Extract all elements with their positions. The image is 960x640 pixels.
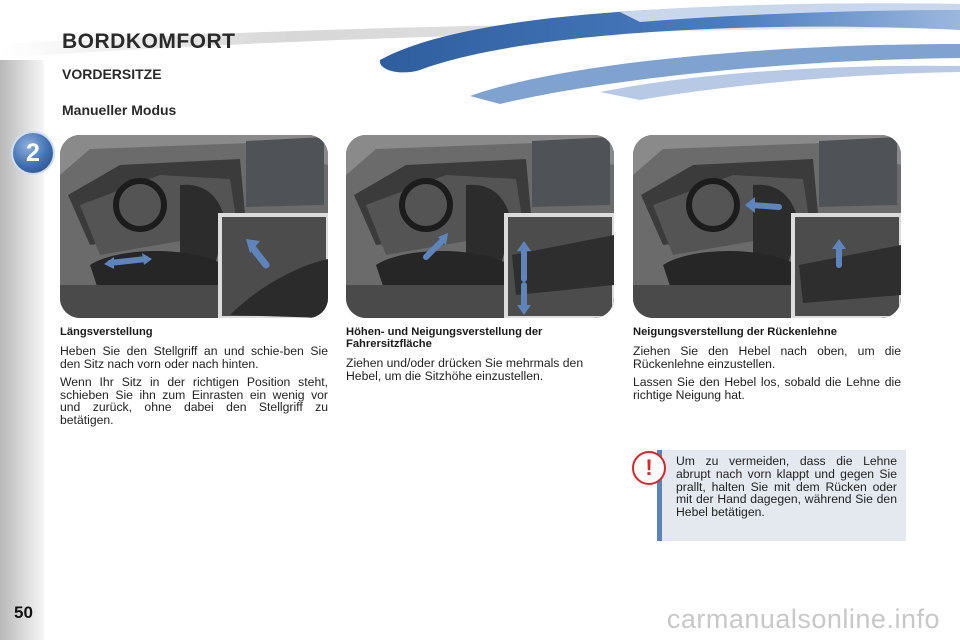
backrest-tilt-illustration bbox=[633, 135, 901, 318]
paragraph: Heben Sie den Stellgriff an und schie-ben Sie den Sitz nach vorn oder nach hinten. bbox=[60, 344, 328, 371]
heading-backrest: Neigungsverstellung der Rückenlehne bbox=[633, 326, 837, 338]
warning-box bbox=[657, 450, 906, 541]
heading-slide: Längsverstellung bbox=[60, 326, 153, 338]
seat-slide-illustration bbox=[60, 135, 328, 318]
warning-icon: ! bbox=[632, 451, 666, 485]
warning-text: Um zu vermeiden, dass die Lehne abrupt nach vorn klappt und gegen Sie prallt, halten Sie mit dem Rücken oder mit der Hand dagegen, während Sie den Hebel betätigen. bbox=[676, 454, 897, 520]
watermark: carmanualsonline.info bbox=[666, 604, 940, 634]
paragraph: Ziehen und/oder drücken Sie mehrmals den Hebel, um die Sitzhöhe einzustellen. bbox=[346, 356, 584, 383]
paragraph: Wenn Ihr Sitz in der richtigen Position steht, schieben Sie ihn zum Einrasten ein wenig vor und zurück, ohne dabei den Stellgriff zu betätigen. bbox=[60, 375, 328, 427]
text-column-backrest bbox=[633, 326, 901, 407]
seat-height-illustration bbox=[346, 135, 614, 318]
subsection-heading: Manueller Modus bbox=[62, 102, 177, 118]
page-title: BORDKOMFORT bbox=[62, 30, 236, 53]
page-number: 50 bbox=[14, 603, 33, 622]
chapter-badge: 2 bbox=[13, 133, 53, 173]
section-heading: VORDERSITZE bbox=[62, 66, 162, 82]
text-column-height bbox=[346, 326, 614, 388]
paragraph: Ziehen Sie den Hebel nach oben, um die Rückenlehne einzustellen. bbox=[633, 344, 901, 371]
paragraph: Lassen Sie den Hebel los, sobald die Lehne die richtige Neigung hat. bbox=[633, 375, 901, 402]
text-column-slide bbox=[60, 326, 328, 433]
heading-height: Höhen- und Neigungsverstellung der Fahrersitzfläche bbox=[346, 326, 543, 350]
